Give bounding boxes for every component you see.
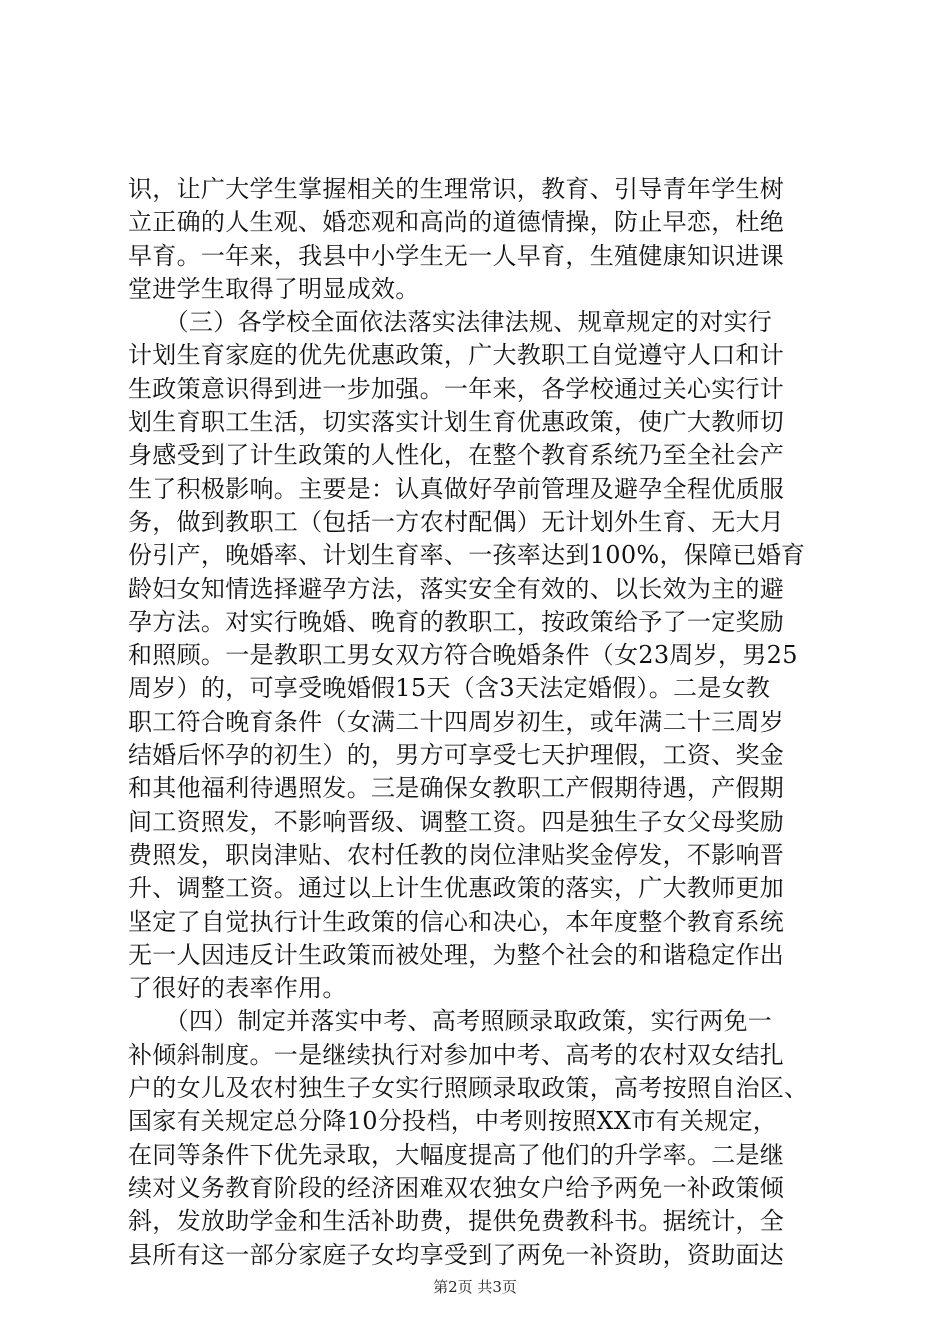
text-line: 坚定了自觉执行计生政策的信心和决心，本年度整个教育系统 xyxy=(128,907,785,936)
text-line: 在同等条件下优先录取，大幅度提高了他们的升学率。二是继 xyxy=(128,1140,785,1169)
text-line: 生政策意识得到进一步加强。一年来，各学校通过关心实行计 xyxy=(128,374,785,403)
text-line: （三）各学校全面依法落实法律法规、规章规定的对实行 xyxy=(128,308,773,337)
page-footer: 第2页 共3页 xyxy=(433,1278,517,1296)
text-line: 划生育职工生活，切实落实计划生育优惠政策，使广大教师切 xyxy=(128,408,785,437)
text-line: 国家有关规定总分降10分投档，中考则按照XX市有关规定， xyxy=(128,1107,778,1136)
text-line: 县所有这一部分家庭子女均享受到了两免一补资助，资助面达 xyxy=(128,1240,785,1269)
text-line: 职工符合晚育条件（女满二十四周岁初生，或年满二十三周岁 xyxy=(128,707,785,736)
text-line: 孕方法。对实行晚婚、晚育的教职工，按政策给予了一定奖励 xyxy=(128,607,785,636)
text-line: 堂进学生取得了明显成效。 xyxy=(128,274,420,303)
text-line: 生了积极影响。主要是：认真做好孕前管理及避孕全程优质服 xyxy=(128,474,785,503)
text-line: 周岁）的，可享受晚婚假15天（含3天法定婚假）。二是女教 xyxy=(128,674,771,703)
text-line: 无一人因违反计生政策而被处理，为整个社会的和谐稳定作出 xyxy=(128,940,785,969)
text-line: 计划生育家庭的优先优惠政策，广大教职工自觉遵守人口和计 xyxy=(128,341,785,370)
text-line: 升、调整工资。通过以上计生优惠政策的落实，广大教师更加 xyxy=(128,874,785,903)
text-line: 续对义务教育阶段的经济困难双农独女户给予两免一补政策倾 xyxy=(128,1173,785,1202)
text-line: （四）制定并落实中考、高考照顾录取政策，实行两免一 xyxy=(128,1007,773,1036)
text-line: 和其他福利待遇照发。三是确保女教职工产假期待遇，产假期 xyxy=(128,774,785,803)
text-line: 和照顾。一是教职工男女双方符合晚婚条件（女23周岁，男25 xyxy=(128,641,798,670)
text-line: 份引产，晚婚率、计划生育率、一孩率达到100%，保障已婚育 xyxy=(128,541,806,570)
text-line: 身感受到了计生政策的人性化，在整个教育系统乃至全社会产 xyxy=(128,441,785,470)
text-line: 费照发，职岗津贴、农村任教的岗位津贴奖金停发，不影响晋 xyxy=(128,840,785,869)
text-line: 间工资照发，不影响晋级、调整工资。四是独生子女父母奖励 xyxy=(128,807,785,836)
text-line: 斜，发放助学金和生活补助费，提供免费教科书。据统计，全 xyxy=(128,1207,785,1236)
text-line: 补倾斜制度。一是继续执行对参加中考、高考的农村双女结扎 xyxy=(128,1040,785,1069)
text-line: 务，做到教职工（包括一方农村配偶）无计划外生育、无大月 xyxy=(128,507,785,536)
text-line: 龄妇女知情选择避孕方法，落实安全有效的、以长效为主的避 xyxy=(128,574,785,603)
text-line: 了很好的表率作用。 xyxy=(128,974,347,1003)
text-line: 户的女儿及农村独生子女实行照顾录取政策，高考按照自治区、 xyxy=(128,1074,809,1103)
text-line: 早育。一年来，我县中小学生无一人早育，生殖健康知识进课 xyxy=(128,241,785,270)
body-text xyxy=(128,173,828,1272)
text-line: 识，让广大学生掌握相关的生理常识，教育、引导青年学生树 xyxy=(128,175,785,203)
text-line: 结婚后怀孕的初生）的，男方可享受七天护理假，工资、奖金 xyxy=(128,741,785,770)
text-line: 立正确的人生观、婚恋观和高尚的道德情操，防止早恋，杜绝 xyxy=(128,208,785,237)
